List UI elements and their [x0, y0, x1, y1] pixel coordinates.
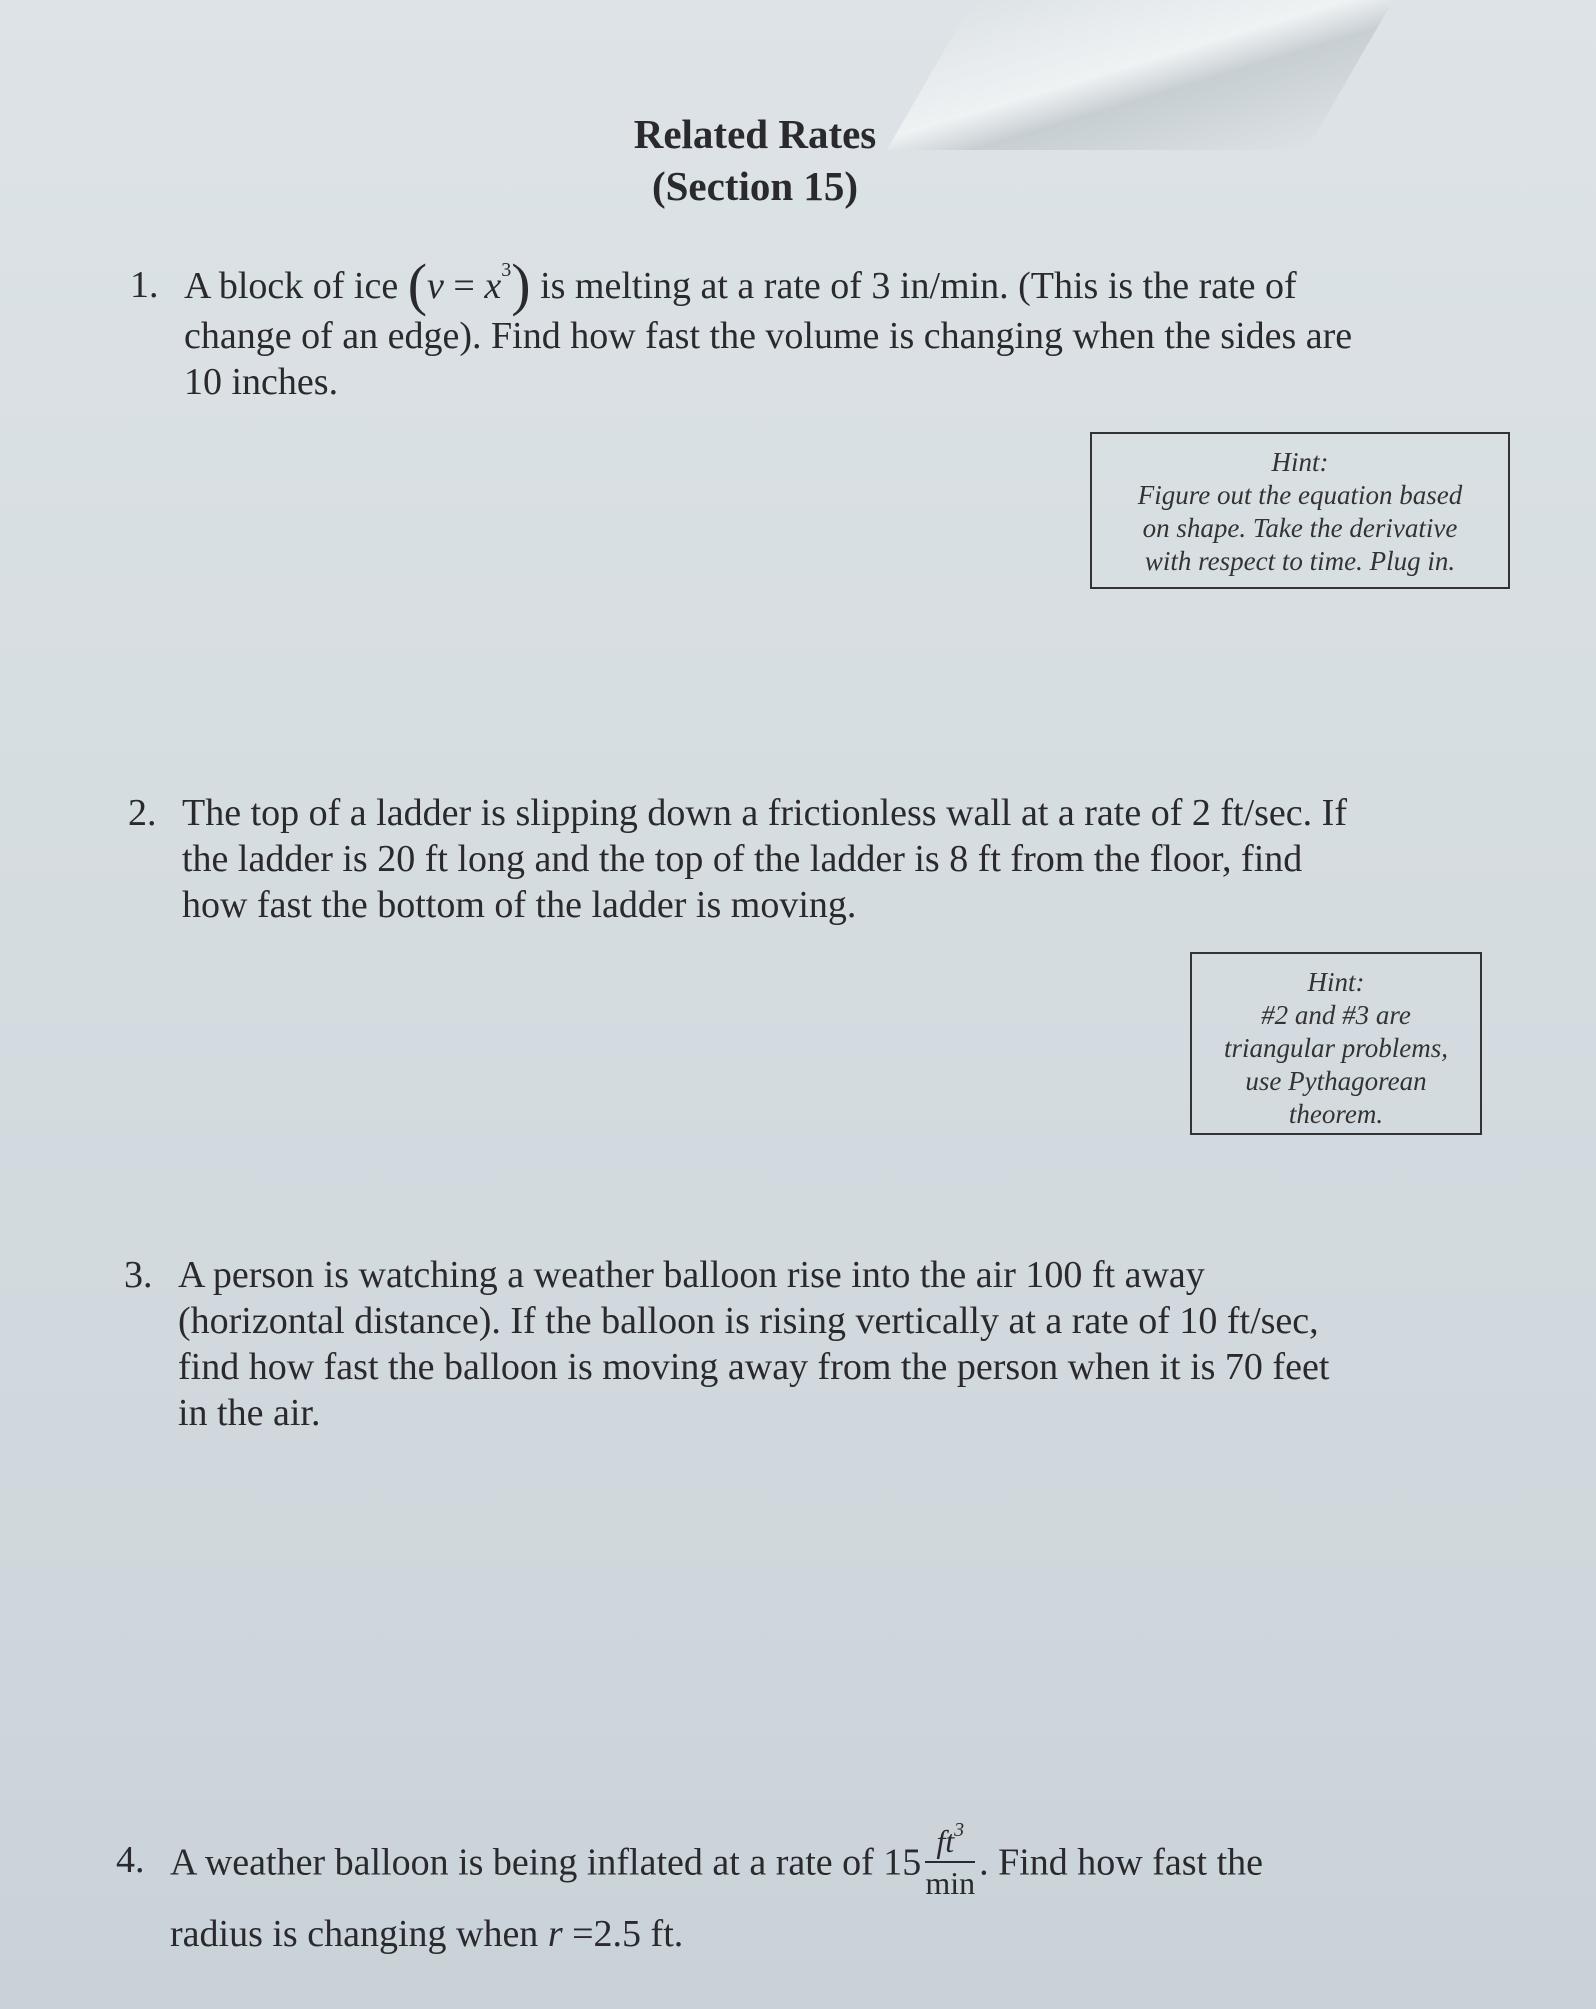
hint-line: use Pythagorean	[1245, 1066, 1427, 1096]
fraction-unit: ft	[936, 1823, 955, 1859]
fraction-denominator: min	[925, 1865, 976, 1901]
hint-line: Hint:	[1307, 967, 1365, 997]
problem-3	[124, 1252, 1504, 1452]
hint-box-1	[1090, 432, 1510, 589]
problem-line: how fast the bottom of the ladder is moving.	[182, 884, 857, 926]
hint-line: with respect to time. Plug in.	[1144, 546, 1456, 576]
problem-line	[170, 1911, 1263, 1957]
hint-line: triangular problems,	[1223, 1033, 1448, 1063]
formula-equals: =	[443, 265, 485, 307]
problem-line: in the air.	[178, 1392, 321, 1434]
problem-text-segment: A block of ice	[184, 265, 399, 307]
problem-4	[116, 1819, 1496, 1955]
problem-line: A person is watching a weather balloon rise into the air 100 ft away	[178, 1254, 1205, 1296]
close-paren: )	[511, 252, 531, 317]
radius-variable: r	[547, 1913, 563, 1955]
hint-line: Figure out the equation based	[1137, 480, 1463, 510]
problem-line: find how fast the balloon is moving away from the person when it is 70 feet	[178, 1346, 1330, 1388]
problem-text	[182, 790, 1347, 928]
page-title: Related Rates	[633, 111, 877, 157]
problem-text-segment: . Find how fast the	[979, 1841, 1264, 1884]
open-paren: (	[407, 252, 428, 317]
hint-line: #2 and #3 are	[1261, 1000, 1411, 1030]
problem-text	[184, 252, 1353, 405]
hint-line: on shape. Take the derivative	[1142, 513, 1458, 543]
problem-text	[178, 1252, 1329, 1436]
problem-number: 1.	[130, 264, 159, 306]
problem-text-segment: =2.5 ft.	[562, 1913, 684, 1955]
formula-base: x	[484, 265, 502, 307]
problem-text-segment: is melting at a rate of 3 in/min. (This is the rate of	[540, 265, 1297, 307]
page-subtitle: (Section 15)	[651, 163, 859, 209]
problem-text-segment: radius is changing when	[170, 1913, 548, 1955]
problem-line: The top of a ladder is slipping down a frictionless wall at a rate of 2 ft/sec. If	[182, 792, 1347, 834]
formula-exponent: 3	[501, 259, 512, 281]
problem-2	[128, 790, 1478, 940]
hint-line: theorem.	[1288, 1099, 1384, 1129]
fraction-exponent: 3	[954, 1819, 965, 1841]
problem-1	[130, 252, 1460, 422]
problem-line	[170, 1819, 1264, 1907]
problem-line: (horizontal distance). If the balloon is rising vertically at a rate of 10 ft/sec,	[178, 1300, 1319, 1342]
problem-number: 2.	[128, 792, 157, 834]
problem-number: 3.	[124, 1254, 153, 1296]
rate-fraction	[925, 1821, 975, 1903]
problem-line: 10 inches.	[184, 361, 339, 403]
hint-line: Hint:	[1271, 447, 1329, 477]
problem-text	[170, 1819, 1264, 1957]
fraction-numerator	[925, 1821, 975, 1863]
page-header	[0, 108, 1510, 212]
problem-line: change of an edge). Find how fast the volume is changing when the sides are	[184, 315, 1353, 357]
formula-variable: v	[427, 265, 444, 307]
problem-number: 4.	[116, 1839, 145, 1881]
hint-box-2	[1190, 952, 1482, 1135]
problem-text-segment: A weather balloon is being inflated at a rate of 15	[170, 1841, 922, 1884]
problem-line	[184, 252, 1352, 317]
problem-line: the ladder is 20 ft long and the top of the ladder is 8 ft from the floor, find	[182, 838, 1303, 880]
